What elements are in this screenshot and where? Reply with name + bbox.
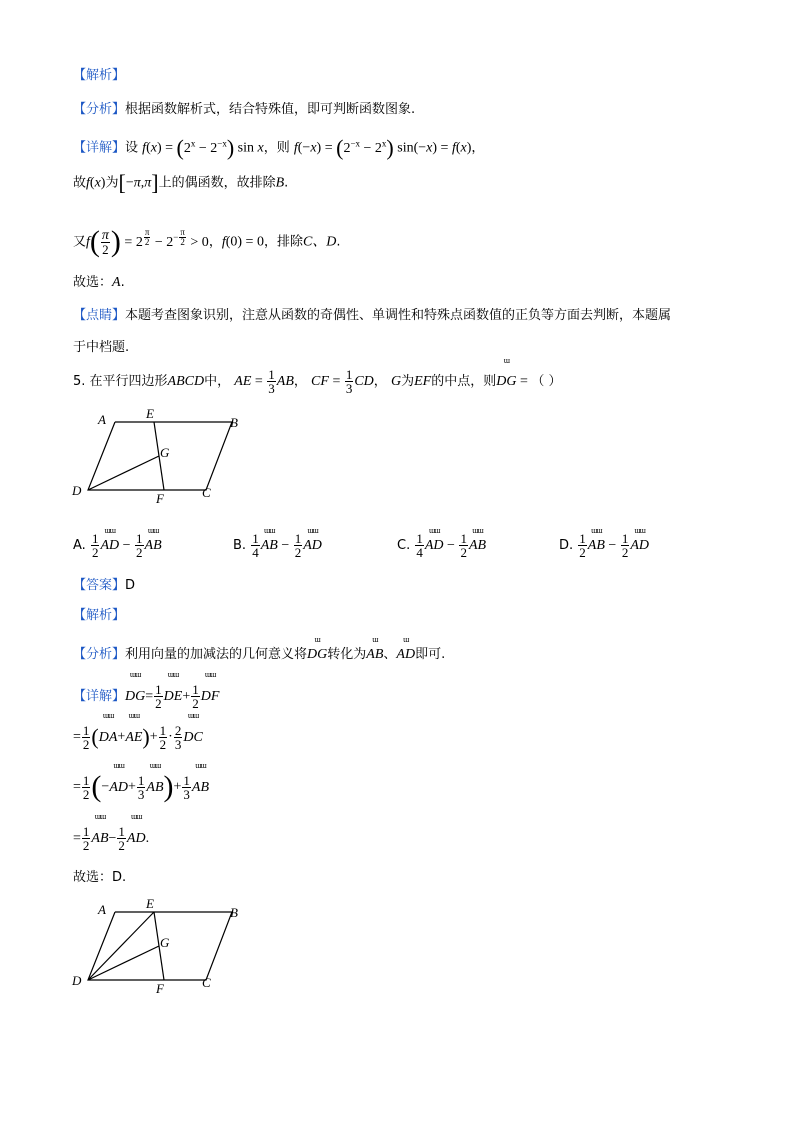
q5-abcd: ABCD xyxy=(167,374,205,389)
option-C[interactable]: C. $\frac{1}{4}$ ɯɯ AD − $\frac{1}{2}$ ɯɯ AB xyxy=(397,526,487,560)
text-dot3: . xyxy=(120,275,125,290)
point-B: B xyxy=(230,415,238,430)
text-she: 设 xyxy=(125,140,139,156)
q5-wei: 为 xyxy=(401,374,415,389)
point-B-2: B xyxy=(230,905,238,920)
detail-step-3: = $\frac{1}{2}$ (− ɯɯ AD+ $\frac{1}{3}$ ɯɯ AB)+ $\frac{1}{3}$ ɯɯ AB xyxy=(73,760,210,803)
text-ans-A: A xyxy=(112,275,121,290)
option-B-label: B. xyxy=(233,538,247,553)
fenxi-b: 转化为 xyxy=(327,647,367,662)
parallelogram-figure-2 xyxy=(68,892,253,997)
point-G: G xyxy=(160,445,170,460)
fenxi-label: 【分析】 xyxy=(73,102,126,117)
remark-line-1 xyxy=(73,306,671,326)
answer-line xyxy=(73,576,135,596)
option-B[interactable]: B. $\frac{1}{4}$ ɯɯ AB − $\frac{1}{2}$ ɯɯ AD xyxy=(233,526,322,560)
option-D-label: D. xyxy=(559,538,574,553)
analysis-line-2: 【分析】利用向量的加减法的几何意义将 ɯ DG转化为 ɯ AB、 ɯ AD即可. xyxy=(73,635,446,662)
text-even: 上的偶函数，故排除 xyxy=(158,175,276,191)
remark-line-2: 于中档题. xyxy=(73,340,130,355)
q5-zhong: 中， xyxy=(204,374,231,389)
point-E: E xyxy=(146,406,154,421)
detail-step-2: = $\frac{1}{2}$ ( ɯɯ DA+ ɯɯ AE)+ $\frac{1}{2}$ · $\frac{2}{3}$ ɯɯ DC xyxy=(73,710,203,752)
option-A[interactable]: A. $\frac{1}{2}$ ɯɯ AD − $\frac{1}{2}$ ɯɯ AB xyxy=(73,526,162,560)
detail-line-3: 又f( $\frac{\pi}{2}$ ) = 2 $^{\frac{\pi}{2}}$ − $2^{- \frac{\pi}{2}}$ > 0，f(0) = 0，排除C、D. xyxy=(73,225,341,259)
question-5: 5. 在平行四边形ABCD中， AE = $\frac{1}{3}$ AB， CF = $\frac{1}{3}$ CD， G为EF的中点，则 ɯ DG = （ ） xyxy=(73,356,562,396)
xiangjie-label-2: 【详解】 xyxy=(73,689,126,704)
options-row xyxy=(73,522,753,562)
point-F-2: F xyxy=(156,981,164,996)
text-paichu: ，排除 xyxy=(263,234,303,250)
parallelogram-figure-1 xyxy=(68,402,253,507)
fenxi-d: 即可. xyxy=(415,647,446,662)
fenxi-c: 、 xyxy=(383,647,397,662)
daan-label: 【答案】 xyxy=(73,578,126,593)
detail-step-1: 【详解】 ɯɯ DG= $\frac{1}{2}$ ɯɯ DE+ $\frac{1}{2}$ ɯɯ DF xyxy=(73,670,220,711)
text-guxuan: 故选： xyxy=(73,275,113,290)
point-A: A xyxy=(98,412,106,427)
option-D[interactable]: D. $\frac{1}{2}$ ɯɯ AB − $\frac{1}{2}$ ɯɯ AD xyxy=(559,526,649,560)
analysis-label-2: 【解析】 xyxy=(73,608,126,623)
point-G-2: G xyxy=(160,935,170,950)
detail-step-4: = $\frac{1}{2}$ ɯɯ AB− $\frac{1}{2}$ ɯɯ AD. xyxy=(73,812,150,853)
text-dot: . xyxy=(284,175,289,191)
analysis-label-1: 【解析】 xyxy=(73,68,126,83)
q5-ef: EF xyxy=(414,374,432,389)
point-D-2: D xyxy=(72,973,82,988)
dianjing-text-1: 本题考查图象识别，注意从函数的奇偶性、单调性和特殊点函数值的正负等方面去判断，本题属 xyxy=(125,308,672,323)
choice-line-1 xyxy=(73,273,125,293)
text-you: 又 xyxy=(73,234,87,250)
text-gu: 故 xyxy=(73,175,87,191)
choice-line-2: 故选：D. xyxy=(73,870,127,885)
q5-num: 5. 在平行四边形 xyxy=(73,374,168,389)
fenxi-text: 根据函数解析式，结合特殊值，即可判断函数图象. xyxy=(125,102,416,117)
point-D: D xyxy=(72,483,82,498)
dianjing-label: 【点睛】 xyxy=(73,308,126,323)
answer-value: D xyxy=(125,578,136,593)
option-A-label: A. xyxy=(73,538,86,553)
point-F: F xyxy=(156,491,164,506)
analysis-line xyxy=(73,100,415,120)
q5-paren: （ ） xyxy=(531,374,562,389)
q5-mid: 的中点，则 xyxy=(431,374,497,389)
text-ze: ，则 xyxy=(263,140,290,156)
text-CD: C、D xyxy=(302,234,337,250)
text-wei: 为 xyxy=(105,175,119,191)
fenxi-a: 利用向量的加减法的几何意义将 xyxy=(125,647,308,662)
fenxi-label-2: 【分析】 xyxy=(73,647,126,662)
point-C-2: C xyxy=(202,975,211,990)
point-A-2: A xyxy=(98,902,106,917)
option-C-label: C. xyxy=(397,538,411,553)
detail-line-2: 故f(x)为[−π,π]上的偶函数，故排除B. xyxy=(73,170,289,195)
text-B: B xyxy=(275,175,285,191)
text-dot2: . xyxy=(336,234,341,250)
xiangjie-label: 【详解】 xyxy=(73,140,126,156)
detail-line-1: 【详解】设 $f(x) = (2^x - 2^{-x})$ sin x，则 $f(-x) = (2^{-x} - 2^x) \sin(-x) = f(x)$， xyxy=(73,135,485,161)
point-C: C xyxy=(202,485,211,500)
point-E-2: E xyxy=(146,896,154,911)
